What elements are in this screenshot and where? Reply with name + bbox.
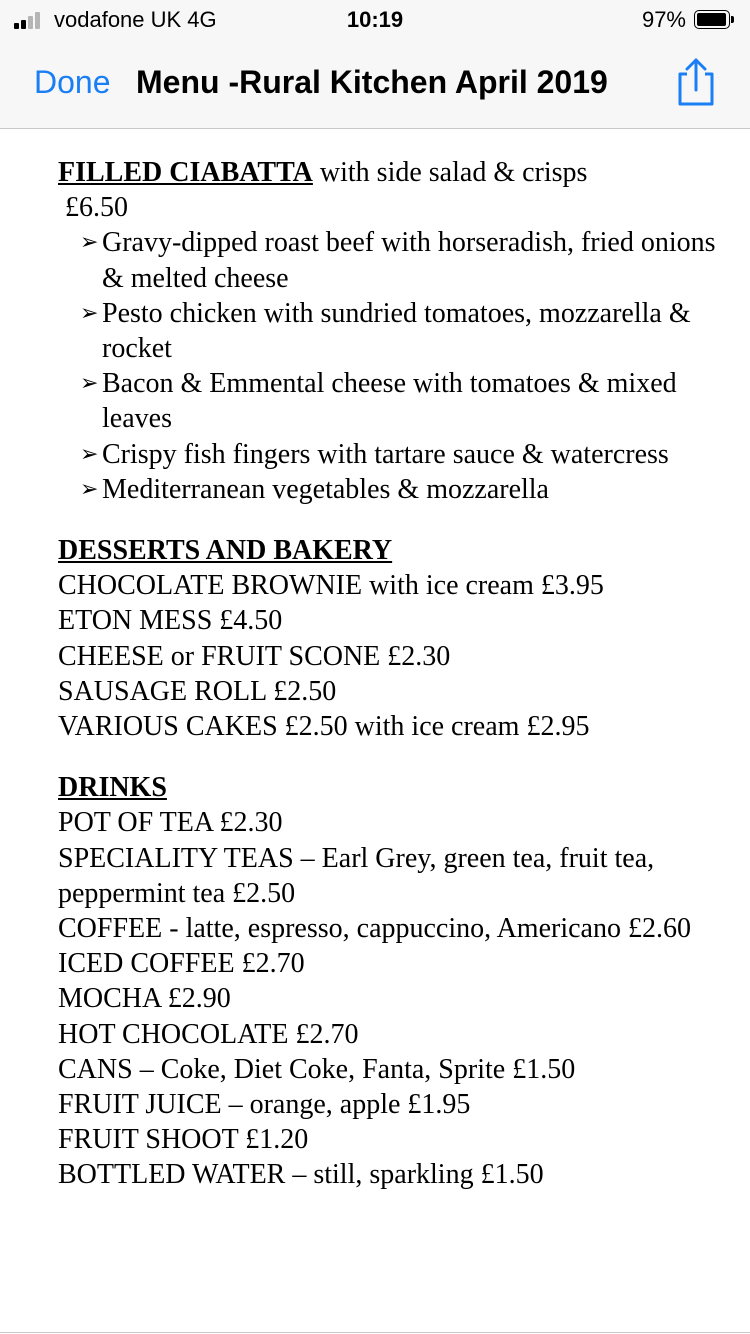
list-item: ➢ Gravy-dipped roast beef with horseradish, fried onions & melted cheese [80, 225, 718, 295]
list-item: POT OF TEA £2.30 [58, 807, 283, 839]
section-ciabatta [58, 155, 718, 507]
share-button[interactable] [672, 54, 720, 110]
section-title: DRINKS [58, 772, 167, 804]
list-item: HOT CHOCOLATE £2.70 [58, 1018, 359, 1050]
desserts-list [58, 568, 718, 744]
drinks-list [58, 805, 718, 1192]
list-item: ➢ Pesto chicken with sundried tomatoes, mozzarella & rocket [80, 296, 718, 366]
carrier-label: vodafone UK 4G [54, 7, 217, 32]
section-drinks [58, 770, 718, 1192]
status-bar [0, 0, 750, 40]
list-item: CANS – Coke, Diet Coke, Fanta, Sprite £1.50 [58, 1053, 576, 1085]
list-item: FRUIT SHOOT £1.20 [58, 1124, 309, 1156]
document-title: Menu -Rural Kitchen April 2019 [136, 64, 608, 100]
section-title: DESSERTS AND BAKERY [58, 535, 393, 567]
list-item: COFFEE - latte, espresso, cappuccino, Americano £2.60 [58, 913, 691, 945]
status-time: 10:19 [346, 7, 404, 32]
list-item: MOCHA £2.90 [58, 983, 231, 1015]
list-item: FRUIT JUICE – orange, apple £1.95 [58, 1089, 471, 1121]
list-item: BOTTLED WATER – still, sparkling £1.50 [58, 1159, 544, 1191]
done-button[interactable]: Done [34, 64, 111, 100]
section-title: FILLED CIABATTA [58, 157, 313, 188]
list-item: ➢ Mediterranean vegetables & mozzarella [80, 472, 718, 507]
share-icon [672, 54, 720, 110]
battery-icon [694, 10, 734, 29]
list-item: CHOCOLATE BROWNIE with ice cream £3.95 [58, 570, 604, 602]
list-item: ➢ Crispy fish fingers with tartare sauce & watercress [80, 437, 718, 472]
list-item: CHEESE or FRUIT SCONE £2.30 [58, 640, 451, 672]
list-item: ➢ Bacon & Emmental cheese with tomatoes & mixed leaves [80, 366, 718, 436]
list-item: ETON MESS £4.50 [58, 605, 283, 637]
list-item: SAUSAGE ROLL £2.50 [58, 675, 337, 707]
list-item: ICED COFFEE £2.70 [58, 948, 305, 980]
ciabatta-list [58, 225, 718, 507]
ciabatta-heading [58, 155, 718, 190]
list-item: VARIOUS CAKES £2.50 with ice cream £2.95 [58, 711, 590, 743]
navigation-bar [0, 40, 750, 129]
menu-document [58, 155, 718, 1193]
battery-percentage: 97% [641, 7, 686, 32]
list-item: SPECIALITY TEAS – Earl Grey, green tea, fruit tea, peppermint tea £2.50 [58, 842, 655, 909]
bottom-divider [0, 1332, 750, 1333]
section-price: £6.50 [65, 192, 128, 224]
section-subtitle: with side salad & crisps [312, 157, 588, 188]
section-desserts [58, 533, 718, 744]
